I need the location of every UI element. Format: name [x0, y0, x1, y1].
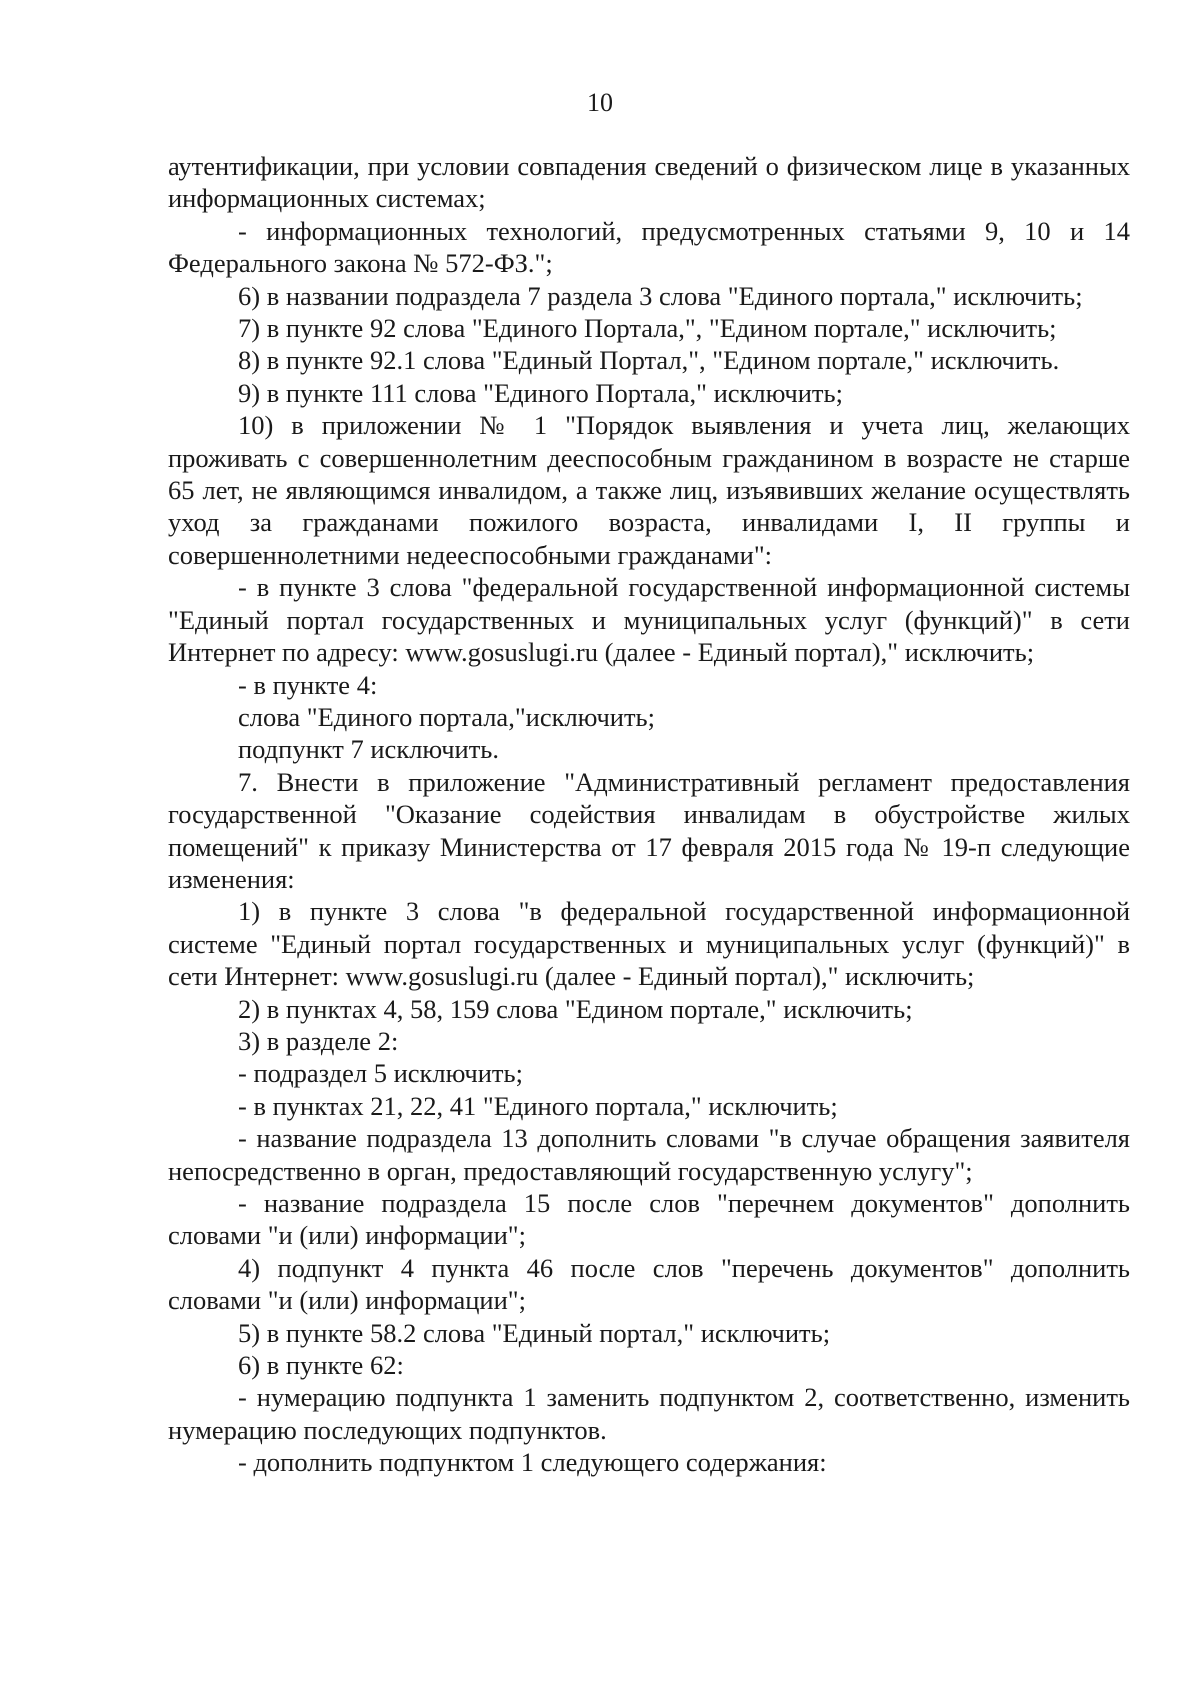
paragraph: 1) в пункте 3 слова "в федеральной государственной информационной системе "Единый портал государственных и муниципальных услуг (функций)" в сети Интернет: www.gosuslugi.ru (далее - Единый портал)," исключить;	[168, 896, 1130, 992]
paragraph: 5) в пункте 58.2 слова "Единый портал," исключить;	[238, 1317, 831, 1348]
paragraph: - нумерацию подпункта 1 заменить подпунктом 2, соответственно, изменить нумерацию последующих подпунктов.	[168, 1382, 1130, 1445]
paragraph: 6) в пункте 62:	[238, 1350, 404, 1381]
paragraph: 9) в пункте 111 слова "Единого Портала," исключить;	[238, 377, 843, 408]
paragraph: подпункт 7 исключить.	[238, 734, 500, 765]
paragraph: 10) в приложении № 1 "Порядок выявления и учета лиц, желающих проживать с совершеннолетним дееспособным гражданином в возрасте не старше 65 лет, не являющимся инвалидом, а также лиц, изъявивших желание осуществлять уход за гражданами пожилого возраста, инвалидами I, II группы и совершеннолетними недееспособными гражданами":	[168, 410, 1130, 570]
paragraph: - информационных технологий, предусмотренных статьями 9, 10 и 14 Федерального закона № 572-ФЗ.";	[168, 215, 1130, 279]
paragraph: - в пунктах 21, 22, 41 "Единого портала," исключить;	[238, 1090, 838, 1121]
paragraph: - дополнить подпунктом 1 следующего содержания:	[238, 1447, 827, 1478]
paragraph: 7. Внести в приложение "Административный регламент предоставления государственной "Оказание содействия инвалидам в обустройстве жилых помещений" к приказу Министерства от 17 февраля 2015 года № 19-п следующие изменения:	[168, 766, 1130, 894]
page-number: 10	[587, 88, 613, 117]
document-body	[168, 150, 1130, 1479]
paragraph: 7) в пункте 92 слова "Единого Портала,", "Едином портале," исключить;	[238, 313, 1057, 344]
paragraph: аутентификации, при условии совпадения сведений о физическом лице в указанных информационных системах;	[168, 151, 1130, 214]
paragraph: - название подраздела 15 после слов "перечнем документов" дополнить словами "и (или) информации";	[168, 1188, 1130, 1251]
paragraph: 6) в названии подраздела 7 раздела 3 слова "Единого портала," исключить;	[238, 280, 1083, 311]
paragraph: 4) подпункт 4 пункта 46 после слов "перечень документов" дополнить словами "и (или) информации";	[168, 1252, 1130, 1316]
paragraph: - в пункте 4:	[238, 669, 378, 700]
paragraph: 3) в разделе 2:	[238, 1025, 399, 1056]
paragraph: - в пункте 3 слова "федеральной государственной информационной системы "Единый портал государственных и муниципальных услуг (функций)" в сети Интернет по адресу: www.gosuslugi.ru (далее - Единый портал)," исключить;	[168, 572, 1130, 668]
paragraph: 8) в пункте 92.1 слова "Единый Портал,", "Едином портале," исключить.	[238, 345, 1060, 376]
paragraph: слова "Единого портала,"исключить;	[238, 701, 655, 732]
paragraph: 2) в пунктах 4, 58, 159 слова "Едином портале," исключить;	[238, 993, 913, 1024]
paragraph: - подраздел 5 исключить;	[238, 1058, 523, 1089]
paragraph: - название подраздела 13 дополнить словами "в случае обращения заявителя непосредственно в орган, предоставляющий государственную услугу";	[168, 1123, 1130, 1186]
